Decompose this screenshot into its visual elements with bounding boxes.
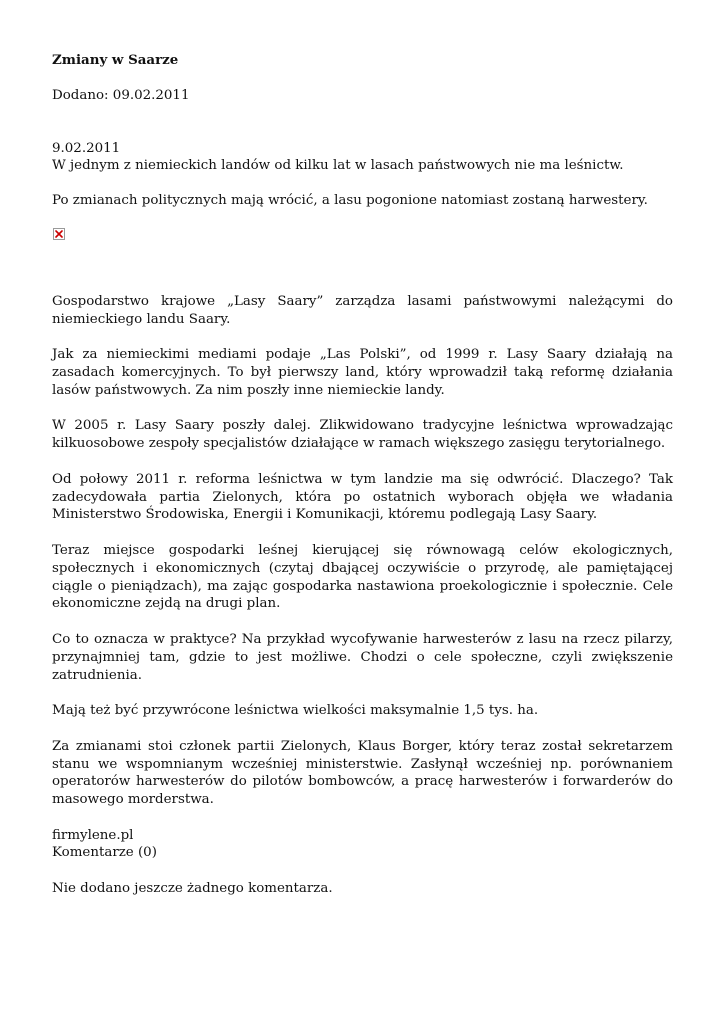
article-lead xyxy=(52,140,673,176)
lead-line-1: W jednym z niemieckich landów od kilku lat w lasach państwowych nie ma leśnictw. xyxy=(52,158,624,174)
paragraph: Teraz miejsce gospodarki leśnej kierującej się równowagą celów ekologicznych, społecznych i ekonomicznych (czytaj dbającej oczywiście o przyrodę, ale pamiętającej ciągle o pieniądzach), ma zając gospodarka nastawiona proekologicznie i społecznie. Cele ekonomiczne zejdą na drugi plan. xyxy=(52,542,673,612)
broken-image-icon xyxy=(53,228,65,240)
lead-line-2: Po zmianach politycznych mają wrócić, a lasu pogonione natomiast zostaną harwestery. xyxy=(52,193,648,209)
article xyxy=(52,52,673,898)
article-added-date: Dodano: 09.02.2011 xyxy=(52,87,190,103)
article-date: 9.02.2011 xyxy=(52,140,121,156)
article-footer xyxy=(52,827,673,863)
comments-count: Komentarze (0) xyxy=(52,845,157,861)
article-title: Zmiany w Saarze xyxy=(52,52,179,68)
paragraph: Co to oznacza w praktyce? Na przykład wycofywanie harwesterów z lasu na rzecz pilarzy, przynajmniej tam, gdzie to jest możliwe. Chodzi o cele społeczne, czyli zwiększenie zatrudnienia. xyxy=(52,631,673,683)
paragraph: W 2005 r. Lasy Saary poszły dalej. Zlikwidowano tradycyjne leśnictwa wprowadzając kilkuosobowe zespoły specjalistów działające w ramach większego zasięgu terytorialnego. xyxy=(52,418,673,452)
paragraph: Gospodarstwo krajowe „Lasy Saary” zarządza lasami państwowymi należącymi do niemieckiego landu Saary. xyxy=(52,293,673,327)
source-label: firmylene.pl xyxy=(52,827,134,843)
paragraph: Mają też być przywrócone leśnictwa wielkości maksymalnie 1,5 tys. ha. xyxy=(52,703,539,719)
paragraph: Za zmianami stoi członek partii Zielonych, Klaus Borger, który teraz został sekretarzem stanu we wspomnianym wcześniej ministerstwie. Zasłynął wcześniej np. porównaniem operatorów harwesterów do pilotów bombowców, a pracę harwesterów i forwarderów do masowego morderstwa. xyxy=(52,738,673,808)
paragraph: Jak za niemieckimi mediami podaje „Las Polski”, od 1999 r. Lasy Saary działają na zasadach komercyjnych. To był pierwszy land, który wprowadził taką reformę działania lasów państwowych. Za nim poszły inne niemieckie landy. xyxy=(52,347,673,398)
no-comments-message: Nie dodano jeszcze żadnego komentarza. xyxy=(52,881,333,897)
paragraph: Od połowy 2011 r. reforma leśnictwa w tym landzie ma się odwrócić. Dlaczego? Tak zadecydowała partia Zielonych, która po ostatnich wyborach objęła we władania Ministerstwo Środowiska, Energii i Komunikacji, któremu podlegają Lasy Saary. xyxy=(52,471,673,523)
